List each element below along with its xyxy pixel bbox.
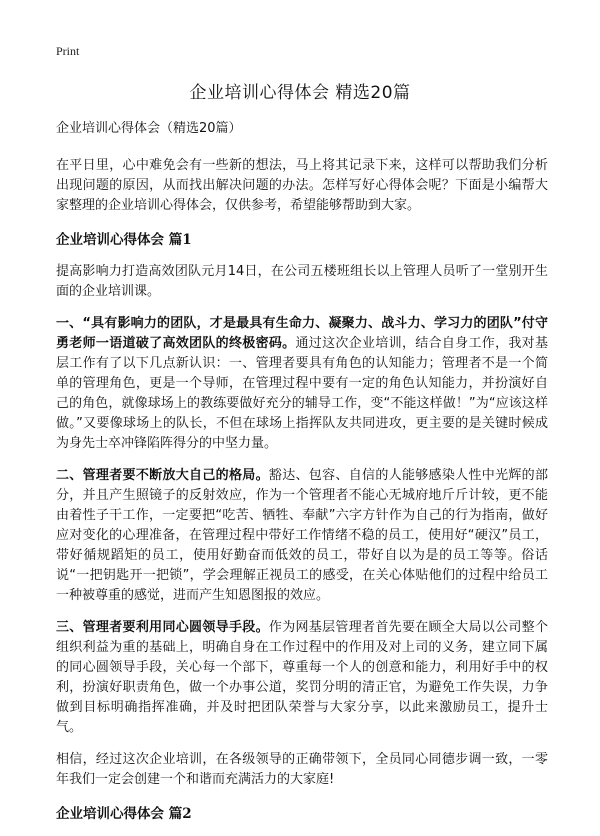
section1-point2-heading: 二、管理者要不断放大自己的格局。 <box>56 468 269 483</box>
section-heading-1: 企业培训心得体会 篇1 <box>56 232 192 248</box>
section1-point3-text: 作为网基层管理者首先要在顾全大局以公司整个组织利益为重的基础上，明确自身在工作过程中的作用及对上司的义务，建立同下属的同心圆领导手段，关心每一个部下，尊重每一个人的创意和能力，利用好手中的权利，扮演好职责角色，做一个办事公道，奖罚分明的清正官，为避免工作失误，力争做到目标明确指挥准确，并及时把团队荣誉与大家分享，以此来激励员工，提升士气。 <box>56 620 548 735</box>
section1-point2-text: 豁达、包容、自信的人能够感染人性中光辉的部分，并且产生照镜子的反射效应，作为一个管理者不能心无城府地斤斤计较，更不能由着性子干工作，一定要把“吃苦、牺牲、奉献”六字方针作为自己的行为指南，做好应对变化的心理准备，在管理过程中带好工作情绪不稳的员工，使用好“硬汉”员工，带好循规蹈矩的员工，使用好勤奋而低效的员工，带好自以为是的员工等等。俗话说“一把钥匙开一把锁”，学会理解正视员工的感受，在关心体贴他们的过程中给员工一种被尊重的感觉，进而产生知恩图报的效应。 <box>56 468 548 603</box>
section1-paragraph-5: 相信，经过这次企业培训，在各级领导的正确带领下，全员同心同德步调一致，一零年我们一定会创建一个和谐而充满活力的大家庭! <box>56 752 548 787</box>
section1-paragraph-1: 提高影响力打造高效团队元月14日，在公司五楼班组长以上管理人员听了一堂别开生面的企业培训课。 <box>56 264 548 299</box>
section1-paragraph-4 <box>56 618 548 738</box>
article-subtitle: 企业培训心得体会（精选20篇） <box>56 121 242 136</box>
intro-paragraph: 在平日里，心中难免会有一些新的想法，马上将其记录下来，这样可以帮助我们分析出现问题的原因，从而找出解决问题的办法。怎样写好心得体会呢？下面是小编帮大家整理的企业培训心得体会，仅供参考，希望能够帮助到大家。 <box>56 158 548 213</box>
section1-paragraph-2 <box>56 314 548 454</box>
section1-point1-text: 通过这次企业培训，结合自身工作，我对基层工作有了以下几点新认识：一、管理者要具有角色的认知能力；管理者不是一个简单的管理角色，更是一个导师，在管理过程中要有一定的角色认知能力，并扮演好自己的角色，就像球场上的教练要做好充分的辅导工作，变“不能这样做！”为“应该这样做。”又要像球场上的队长，不但在球场上指挥队友共同进攻，更主要的是关键时候成为身先士卒冲锋陷阵得分的中坚力量。 <box>56 336 548 451</box>
section-heading-2: 企业培训心得体会 篇2 <box>56 806 192 822</box>
section1-paragraph-3 <box>56 466 548 606</box>
article-body <box>56 120 548 836</box>
page-title: 企业培训心得体会 精选20篇 <box>189 83 411 103</box>
section1-point1-heading: 一、“具有影响力的团队，才是最具有生命力、凝聚力、战斗力、学习力的团队”付守勇老师一语道破了高效团队的终极密码。 <box>56 316 548 351</box>
section1-point3-heading: 三、管理者要利用同心圆领导手段。 <box>56 620 269 635</box>
print-link[interactable]: Print <box>56 44 80 58</box>
